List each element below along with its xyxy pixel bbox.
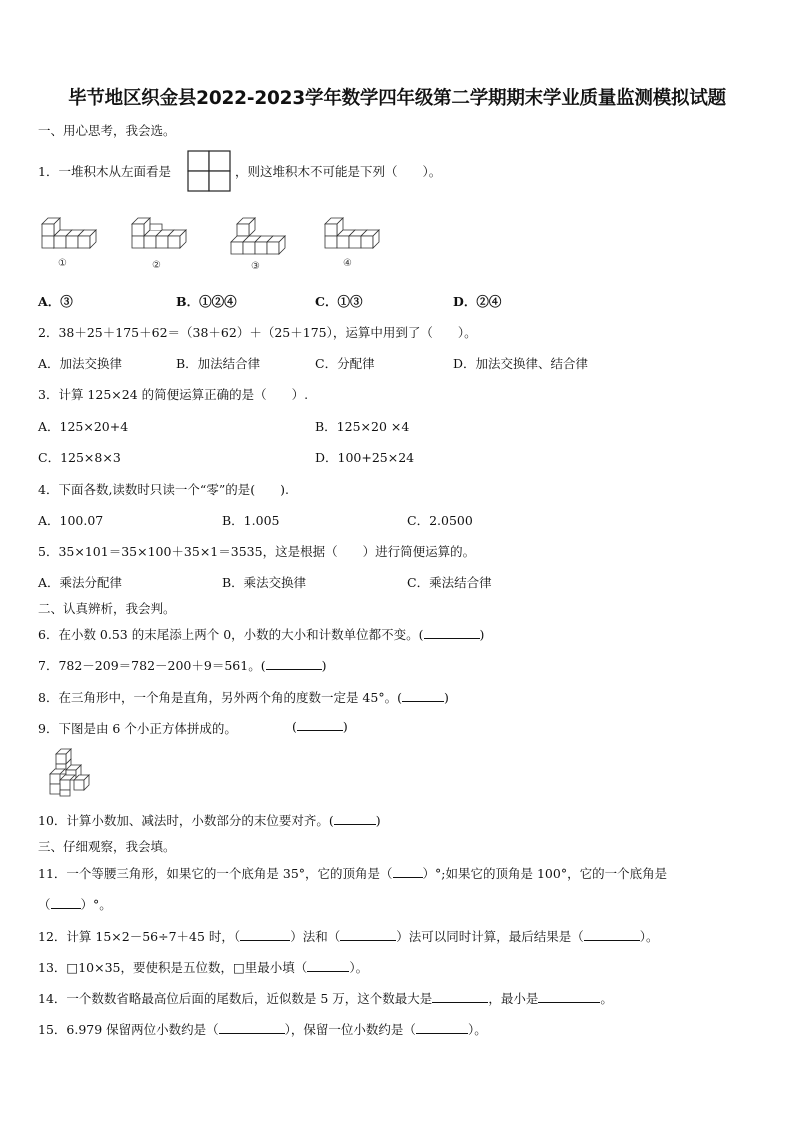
block-figure-4 — [321, 212, 387, 272]
question-12 — [38, 927, 658, 945]
answer-blank-7[interactable] — [266, 658, 322, 670]
answer-blank-10[interactable] — [334, 813, 376, 825]
question-15 — [38, 1020, 487, 1038]
q5-option-a: A．乘法分配律 — [38, 575, 123, 590]
question-15-text-c: ）。 — [467, 1022, 487, 1037]
question-10-text: 10．计算小数加、减法时，小数部分的末位要对齐。( — [38, 813, 334, 828]
question-13 — [38, 958, 368, 976]
answer-blank-12b[interactable] — [340, 929, 396, 941]
q5-option-b: B．乘法交换律 — [222, 575, 307, 590]
q4-option-b: B．1.005 — [222, 513, 280, 528]
q2-option-c: C．分配律 — [315, 356, 375, 371]
question-7 — [38, 656, 326, 674]
question-14-text-c: 。 — [600, 991, 613, 1006]
question-7-text: 7．782－209＝782－200＋9＝561。( — [38, 658, 266, 673]
answer-blank-12a[interactable] — [240, 929, 290, 941]
question-2-text: 2．38＋25＋175＋62＝（38＋62）＋（25＋175），运算中用到了（ ）。 — [38, 325, 477, 340]
question-11-text-a: 11．一个等腰三角形，如果它的一个底角是 35°，它的顶角是（ — [38, 866, 393, 881]
question-9-text: 9．下图是由 6 个小正方体拼成的。 — [38, 721, 237, 736]
figure-label-1: ① — [58, 258, 67, 269]
q1-option-a: A．③ — [38, 294, 73, 309]
question-14-text-b: ，最小是 — [488, 991, 539, 1006]
section-heading-3: 三、仔细观察，我会填。 — [38, 839, 176, 854]
question-12-text-c: ）法可以同时计算，最后结果是（ — [396, 929, 584, 944]
question-11-line-2 — [38, 895, 112, 913]
block-figure-2 — [128, 212, 198, 272]
question-9-close: ) — [342, 719, 348, 734]
question-14 — [38, 989, 613, 1007]
question-14-text-a: 14．一个数数省略最高位后面的尾数后，近似数是 5 万，这个数最大是 — [38, 991, 433, 1006]
question-1-text-a: 1．一堆积木从左面看是 — [38, 164, 171, 179]
answer-blank-15b[interactable] — [416, 1022, 468, 1034]
question-6-text: 6．在小数 0.53 的末尾添上两个 0，小数的大小和计数单位都不变。( — [38, 627, 424, 642]
answer-blank-11b[interactable] — [51, 897, 81, 909]
block-figure-3 — [227, 212, 297, 272]
answer-blank-8[interactable] — [402, 690, 444, 702]
question-6 — [38, 625, 484, 643]
page-title: 毕节地区织金县2022-2023学年数学四年级第二学期期末学业质量监测模拟试题 — [68, 88, 726, 109]
block-figure-1 — [38, 212, 102, 272]
question-15-text-a: 15．6.979 保留两位小数约是（ — [38, 1022, 219, 1037]
q5-option-c: C．乘法结合律 — [407, 575, 492, 590]
question-11-text-b: ）°;如果它的顶角是 100°，它的一个底角是 — [422, 866, 668, 881]
question-11-text-d: ）°。 — [80, 897, 112, 912]
question-9-open: ( — [292, 719, 297, 734]
question-13-text-a: 13．□10×35，要使积是五位数，□里最小填（ — [38, 960, 308, 975]
answer-blank-6[interactable] — [424, 627, 480, 639]
q2-option-d: D．加法交换律、结合律 — [453, 356, 589, 371]
answer-blank-14a[interactable] — [432, 991, 488, 1003]
question-10-close: ) — [375, 813, 381, 828]
answer-blank-11a[interactable] — [393, 866, 423, 878]
answer-blank-9[interactable] — [297, 719, 343, 731]
answer-blank-12c[interactable] — [584, 929, 640, 941]
question-11-text-c: （ — [38, 897, 51, 912]
question-12-text-d: ）。 — [639, 929, 659, 944]
q3-option-c: C．125×8×3 — [38, 450, 121, 465]
question-3-text: 3．计算 125×24 的简便运算正确的是（ ）. — [38, 387, 309, 402]
question-12-text-a: 12．计算 15×2－56÷7＋45 时，（ — [38, 929, 241, 944]
q4-option-a: A．100.07 — [38, 513, 104, 528]
figure-label-4: ④ — [343, 258, 352, 269]
question-1-text-b: ，则这堆积木不可能是下列（ ）。 — [235, 164, 442, 179]
question-5-text: 5．35×101＝35×100＋35×1＝3535，这是根据（ ）进行简便运算的。 — [38, 544, 476, 559]
answer-blank-14b[interactable] — [538, 991, 600, 1003]
answer-blank-13[interactable] — [307, 960, 349, 972]
q3-option-a: A．125×20+4 — [38, 419, 129, 434]
q1-option-c: C．①③ — [315, 294, 363, 309]
q1-option-b: B．①②④ — [176, 294, 237, 309]
question-15-text-b: ），保留一位小数约是（ — [284, 1022, 416, 1037]
question-10 — [38, 811, 381, 829]
figure-label-3: ③ — [251, 261, 260, 272]
question-13-text-b: ）。 — [349, 960, 369, 975]
q2-option-a: A．加法交换律 — [38, 356, 123, 371]
answer-blank-15a[interactable] — [219, 1022, 285, 1034]
section-heading-2: 二、认真辨析，我会判。 — [38, 601, 176, 616]
question-8-close: ) — [443, 690, 449, 705]
figure-label-2: ② — [152, 260, 161, 271]
q2-option-b: B．加法结合律 — [176, 356, 261, 371]
question-11-line-1 — [38, 864, 667, 882]
q3-option-d: D．100+25×24 — [315, 450, 415, 465]
q1-option-d: D．②④ — [453, 294, 502, 309]
q3-option-b: B．125×20 ×4 — [315, 419, 410, 434]
question-7-close: ) — [321, 658, 327, 673]
section-heading-1: 一、用心思考，我会选。 — [38, 123, 176, 138]
left-view-figure — [187, 150, 233, 192]
q4-option-c: C．2.0500 — [407, 513, 473, 528]
question-8 — [38, 688, 449, 706]
question-12-text-b: ）法和（ — [290, 929, 341, 944]
cube-stack-figure — [44, 746, 100, 800]
question-4-text: 4．下面各数,读数时只读一个“零”的是( ). — [38, 482, 289, 497]
question-8-text: 8．在三角形中，一个角是直角，另外两个角的度数一定是 45°。( — [38, 690, 402, 705]
question-9-answer — [292, 719, 348, 734]
question-6-close: ) — [479, 627, 485, 642]
